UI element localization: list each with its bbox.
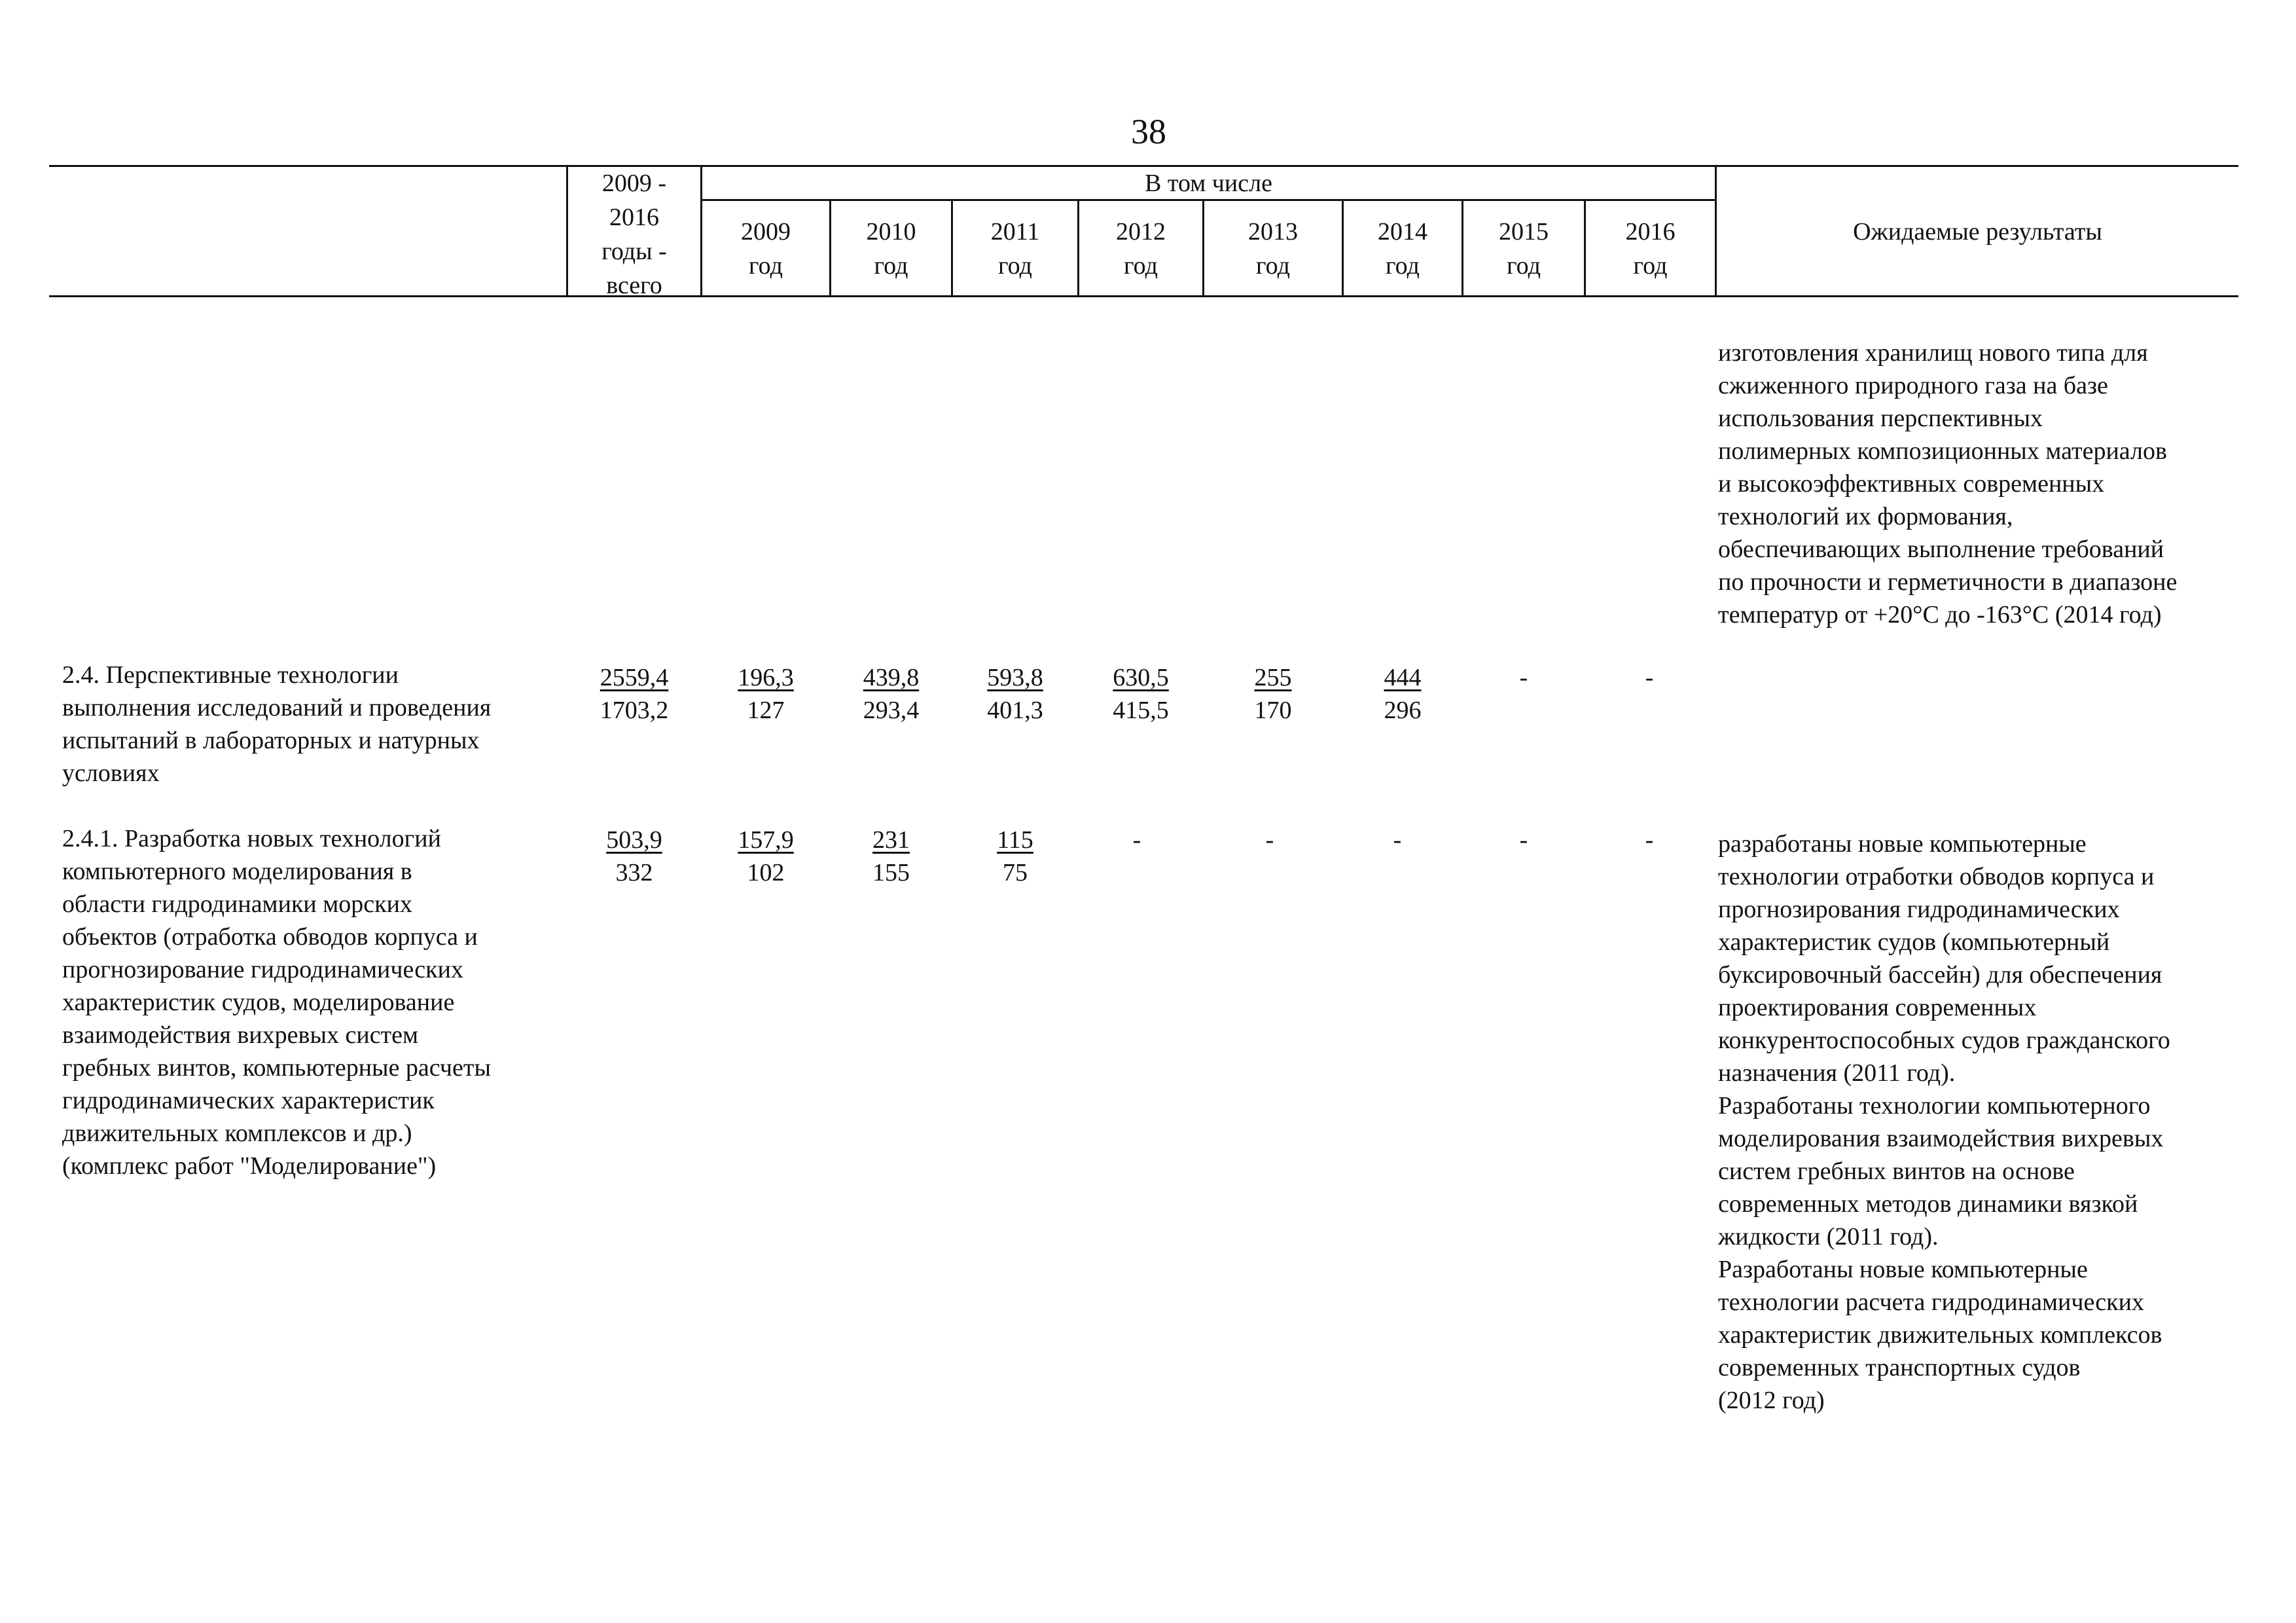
row-2-4-2016-dash: -	[1645, 664, 1654, 691]
page-number: 38	[1131, 112, 1166, 151]
row-2-4-1-2013-dash: -	[1265, 826, 1274, 854]
row-2-4-1-2016-dash: -	[1645, 826, 1654, 854]
row-2-4-1-2009: 157,9 102	[738, 826, 794, 886]
row-2-4-1-total: 503,9 332	[606, 826, 662, 886]
header-year-2010: 2010 год	[866, 218, 916, 280]
row-2-4-1-2012-dash: -	[1132, 826, 1141, 854]
row-2-4-1-result: разработаны новые компьютерные технологии отработки обводов корпуса и прогнозирования гидродинамических характеристик судов (компьютерный буксировочный бассейн) для обеспечения проектирования современных конкурентоспособных судов гражданского назначения (2011 год). Разработаны технологии компьютерного моделирования взаимодействия вихревых систем гребных винтов на основе современных методов динамики вязкой жидкости (2011 год). Разработаны новые компьютерные технологии расчета гидродинамических характеристик движительных комплексов современных транспортных судов (2012 год)	[1718, 830, 2170, 1414]
header-year-2013: 2013 год	[1248, 218, 1298, 280]
header-results-label: Ожидаемые результаты	[1853, 218, 2102, 246]
header-year-2012: 2012 год	[1116, 218, 1166, 280]
row-2-4-1-name: 2.4.1. Разработка новых технологий компьютерного моделирования в области гидродинамики морских объектов (отработка обводов корпуса и прогнозирование гидродинамических характеристик судов, моделирование взаимодействия вихревых систем гребных винтов, компьютерные расчеты гидродинамических характеристик движительных комплексов и др.) (комплекс работ "Моделирование")	[62, 825, 492, 1180]
row-2-4-2015-dash: -	[1519, 664, 1528, 691]
row-2-4-1-2010: 231 155	[872, 826, 910, 886]
continuation-result-text: изготовления хранилищ нового типа для сжиженного природного газа на базе использования перспективных полимерных композиционных материалов и высокоэффективных современных технологий их формования, обеспечивающих выполнение требований по прочности и герметичности в диапазоне температур от +20°С до -163°С (2014 год)	[1718, 339, 2178, 629]
header-group-label: В том числе	[1145, 170, 1272, 197]
row-2-4-2013: 255 170	[1254, 664, 1292, 724]
row-2-4-2011: 593,8 401,3	[987, 664, 1043, 724]
header-total-column: 2009 - 2016 годы - всего	[601, 170, 667, 299]
row-2-4-2012: 630,5 415,5	[1113, 664, 1169, 724]
row-2-4-2010: 439,8 293,4	[863, 664, 920, 724]
row-2-4-total: 2559,4 1703,2	[600, 664, 669, 724]
header-year-2016: 2016 год	[1625, 218, 1676, 280]
row-2-4-2009: 196,3 127	[738, 664, 794, 724]
header-year-2015: 2015 год	[1499, 218, 1549, 280]
row-2-4-2014: 444 296	[1384, 664, 1422, 724]
header-year-2009: 2009 год	[741, 218, 791, 280]
row-2-4-name: 2.4. Перспективные технологии выполнения исследований и проведения испытаний в лабораторных и натурных условиях	[62, 661, 492, 787]
header-year-2014: 2014 год	[1378, 218, 1427, 280]
row-2-4-1-2011: 115 75	[997, 826, 1033, 886]
header-year-2011: 2011 год	[990, 218, 1040, 280]
row-2-4-1-2015-dash: -	[1519, 826, 1528, 854]
row-2-4-1-2014-dash: -	[1393, 826, 1402, 854]
header-bottom-rule	[49, 295, 2238, 297]
